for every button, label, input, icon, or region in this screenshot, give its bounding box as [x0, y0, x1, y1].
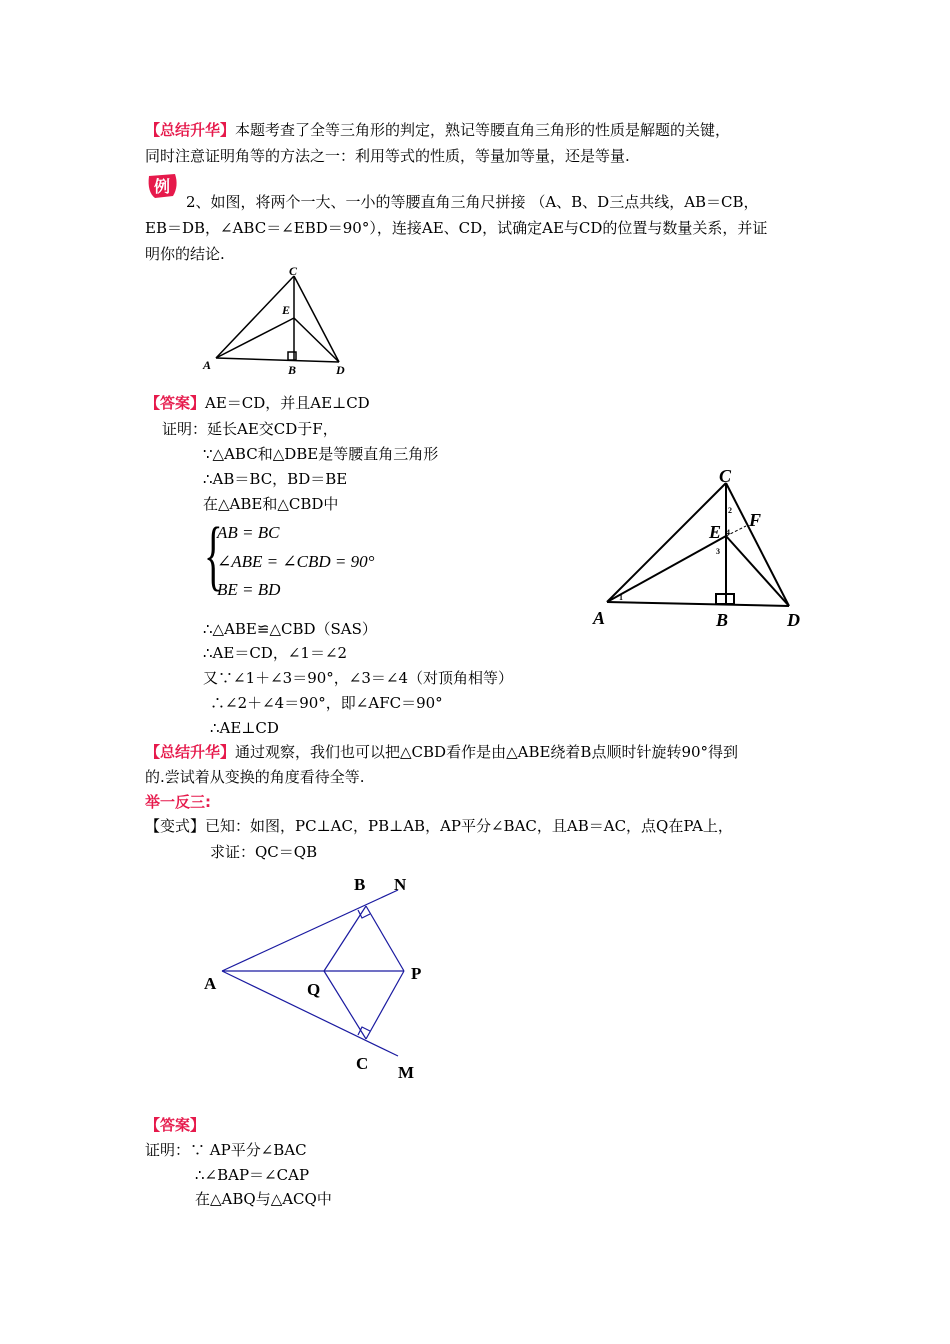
proof-step: 又∵∠1＋∠3＝90°，∠3＝∠4（对顶角相等）	[203, 669, 514, 687]
proof-step: ∵△ABC和△DBE是等腰直角三角形	[203, 445, 439, 463]
fig2-label-b: B	[716, 610, 729, 630]
fig3-label-p: P	[411, 964, 422, 983]
fig3-label-q: Q	[307, 980, 321, 999]
svg-text:例: 例	[154, 179, 171, 196]
example-2-line-2: EB＝DB，∠ABC＝∠EBD＝90°），连接AE、CD，试确定AE与CD的位置与数量关系，并证	[145, 219, 768, 237]
fig3-label-m: M	[398, 1063, 415, 1082]
fig2-angle-3: 3	[716, 547, 720, 556]
fig1-label-b: B	[288, 363, 297, 377]
proof-step: 在△ABQ与△ACQ中	[195, 1190, 332, 1208]
proof-step: 证明：延长AE交CD于F，	[162, 420, 338, 438]
summary-tag: 【总结升华】	[145, 743, 236, 761]
summary-1-line-2: 同时注意证明角等的方法之一：利用等式的性质，等量加等量，还是等量.	[145, 147, 630, 165]
answer-2-tag: 【答案】	[145, 1116, 206, 1134]
variant-text: 【变式】已知：如图，PC⊥AC，PB⊥AB，AP平分∠BAC，且AB＝AC，点Q在PA上，	[145, 817, 733, 835]
figure-1-triangles	[196, 262, 356, 382]
fig2-label-d: D	[787, 610, 800, 630]
summary-text: 通过观察，我们也可以把△CBD看作是由△ABE绕着B点顺时针旋转90°得到	[235, 743, 739, 761]
fig2-label-e: E	[709, 522, 722, 542]
system-eq-3: BE = BD	[217, 580, 281, 599]
fig2-angle-4: 4	[726, 528, 730, 537]
answer-1-line	[145, 393, 370, 413]
practice-title: 举一反三:	[145, 793, 211, 811]
fig2-angle-2: 2	[728, 506, 732, 515]
proof-step: ∴∠2＋∠4＝90°，即∠AFC＝90°	[210, 694, 443, 712]
example-2-line-3: 明你的结论.	[145, 245, 225, 263]
system-eq-1: AB = BC	[217, 523, 280, 542]
prove-text: 求证：QC＝QB	[210, 843, 318, 861]
fig2-label-a: A	[593, 608, 606, 628]
answer-result: AE＝CD，并且AE⊥CD	[205, 394, 370, 412]
proof-step: ∴△ABE≌△CBD（SAS）	[203, 620, 377, 638]
fig2-label-c: C	[719, 466, 732, 486]
fig1-label-d: D	[336, 363, 345, 377]
fig3-label-a: A	[204, 974, 217, 993]
answer-tag: 【答案】	[145, 394, 206, 412]
fig3-label-b: B	[354, 875, 366, 894]
system-brace: {	[204, 511, 223, 598]
example-2-line-1: 2、如图，将两个一大、一小的等腰直角三角尺拼接 （A、B、D三点共线，AB＝CB，	[186, 193, 759, 211]
proof-step: ∴AB＝BC，BD＝BE	[203, 470, 348, 488]
summary-2-line-2: 的.尝试着从变换的角度看待全等.	[145, 768, 365, 786]
proof-step: 证明：∵ AP平分∠BAC	[145, 1141, 307, 1159]
summary-tag: 【总结升华】	[145, 121, 236, 139]
fig2-label-f: F	[749, 510, 762, 530]
fig1-label-c: C	[289, 264, 298, 278]
summary-1-line-1	[145, 120, 730, 140]
proof-step: ∴AE⊥CD	[210, 719, 279, 737]
figure-3-diagram	[200, 868, 430, 1088]
fig1-label-e: E	[282, 303, 291, 317]
summary-text: 本题考查了全等三角形的判定，熟记等腰直角三角形的性质是解题的关键，	[235, 121, 731, 139]
fig2-angle-1: 1	[619, 593, 623, 602]
example-badge-icon	[145, 172, 179, 200]
proof-step: 在△ABE和△CBD中	[203, 495, 339, 513]
fig3-label-c: C	[356, 1054, 369, 1073]
fig3-label-n: N	[394, 875, 407, 894]
summary-2-line-1	[145, 742, 738, 762]
system-eq-2: ∠ABE = ∠CBD = 90°	[217, 552, 375, 571]
proof-step: ∴AE＝CD，∠1＝∠2	[203, 644, 348, 662]
proof-step: ∴∠BAP＝∠CAP	[195, 1166, 310, 1184]
fig1-label-a: A	[203, 358, 212, 372]
figure-2-triangles	[585, 458, 815, 638]
